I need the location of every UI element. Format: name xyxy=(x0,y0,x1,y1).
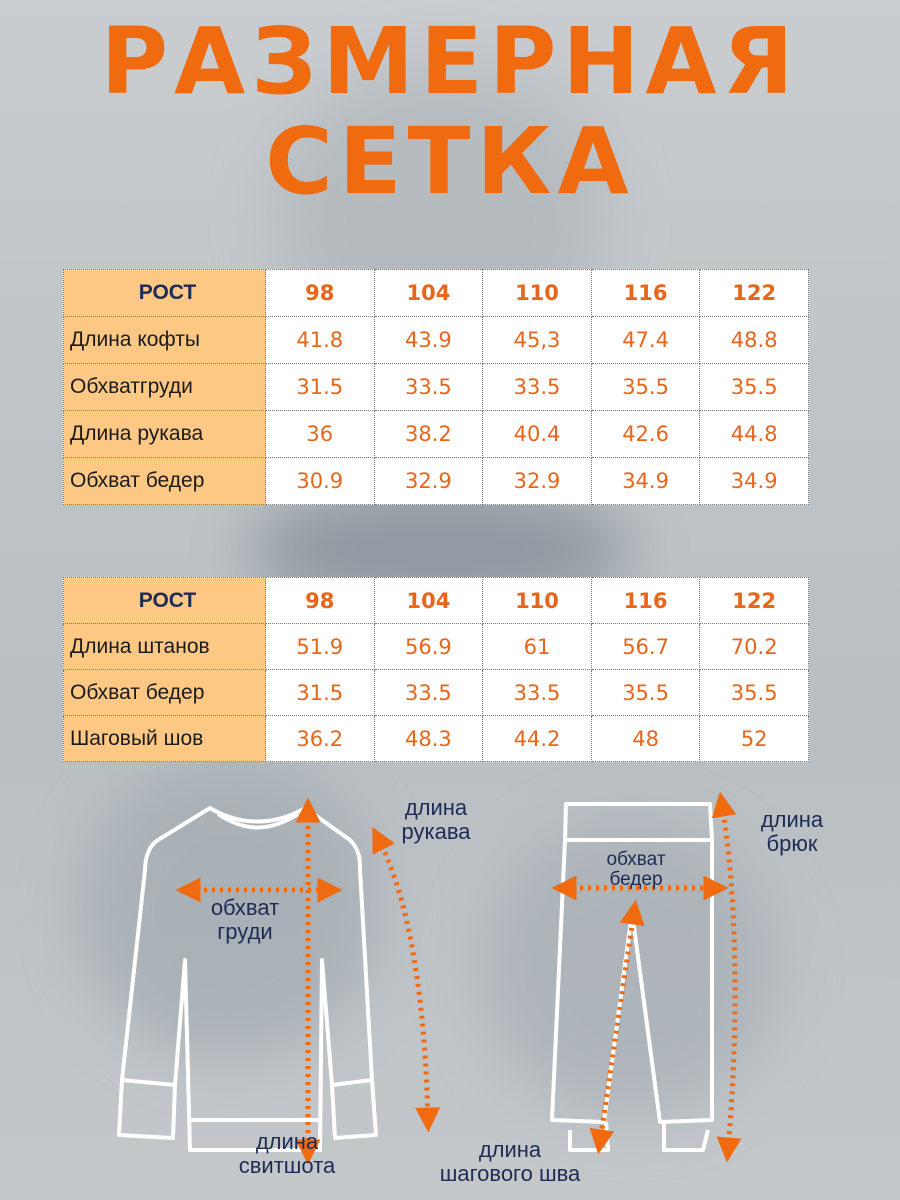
table-cell: 33.5 xyxy=(483,364,592,411)
table-cell: 35.5 xyxy=(591,364,700,411)
label-line: бедер xyxy=(609,869,663,890)
table-row xyxy=(64,364,809,411)
label-line: длина xyxy=(760,807,824,832)
table-cell: 38.2 xyxy=(374,411,483,458)
label-line: обхват xyxy=(210,895,280,920)
table-cell: 33.5 xyxy=(483,670,592,716)
label-line: шагового шва xyxy=(439,1161,581,1186)
label-line: обхват xyxy=(606,849,666,870)
row-label: Длина рукава xyxy=(64,411,266,458)
label-line: длина xyxy=(478,1137,542,1162)
size-header: 104 xyxy=(374,578,483,624)
table-cell: 32.9 xyxy=(374,458,483,505)
table-cell: 61 xyxy=(483,624,592,670)
table-cell: 56.9 xyxy=(374,624,483,670)
table-row xyxy=(64,670,809,716)
size-header: 98 xyxy=(266,270,375,317)
inseam-label xyxy=(420,1138,600,1186)
label-line: длина xyxy=(404,795,468,820)
table-cell: 56.7 xyxy=(591,624,700,670)
table-cell: 30.9 xyxy=(266,458,375,505)
table-cell: 33.5 xyxy=(374,364,483,411)
chest-label xyxy=(195,896,295,944)
table-cell: 48.8 xyxy=(700,317,809,364)
label-line: брюк xyxy=(766,831,818,856)
size-table-top xyxy=(63,269,809,505)
header-label: РОСТ xyxy=(64,578,266,624)
table-cell: 34.9 xyxy=(591,458,700,505)
table-row xyxy=(64,716,809,762)
row-label: Обхват бедер xyxy=(64,670,266,716)
size-header: 110 xyxy=(483,578,592,624)
sweatshirt-outline xyxy=(119,808,376,1150)
table-cell: 70.2 xyxy=(700,624,809,670)
table-row xyxy=(64,458,809,505)
table-row xyxy=(64,624,809,670)
size-header: 116 xyxy=(591,270,700,317)
table-cell: 44.2 xyxy=(483,716,592,762)
size-header: 116 xyxy=(591,578,700,624)
table-cell: 35.5 xyxy=(591,670,700,716)
row-label: Длина кофты xyxy=(64,317,266,364)
size-header: 110 xyxy=(483,270,592,317)
size-header: 98 xyxy=(266,578,375,624)
table-cell: 31.5 xyxy=(266,670,375,716)
row-label: Шаговый шов xyxy=(64,716,266,762)
label-line: длина xyxy=(255,1129,319,1154)
table-header-row xyxy=(64,578,809,624)
table-header-row xyxy=(64,270,809,317)
table-cell: 47.4 xyxy=(591,317,700,364)
size-header: 122 xyxy=(700,270,809,317)
table-cell: 35.5 xyxy=(700,364,809,411)
label-line: груди xyxy=(217,919,273,944)
header-label: РОСТ xyxy=(64,270,266,317)
table-cell: 32.9 xyxy=(483,458,592,505)
sweatshirt-length-label xyxy=(222,1130,352,1178)
table-cell: 44.8 xyxy=(700,411,809,458)
table-cell: 42.6 xyxy=(591,411,700,458)
table-cell: 31.5 xyxy=(266,364,375,411)
page-title-line2: СЕТКА xyxy=(265,108,635,215)
label-line: рукава xyxy=(401,819,471,844)
label-line: свитшота xyxy=(238,1153,336,1178)
table-cell: 40.4 xyxy=(483,411,592,458)
row-label: Обхват бедер xyxy=(64,458,266,505)
sleeve-length-label xyxy=(386,796,486,844)
row-label: Обхватгруди xyxy=(64,364,266,411)
table-cell: 35.5 xyxy=(700,670,809,716)
table-cell: 34.9 xyxy=(700,458,809,505)
table-cell: 48 xyxy=(591,716,700,762)
sleeve-length-arrow xyxy=(378,838,428,1120)
hips-label xyxy=(586,850,686,890)
row-label: Длина штанов xyxy=(64,624,266,670)
table-cell: 33.5 xyxy=(374,670,483,716)
table-row xyxy=(64,411,809,458)
table-cell: 41.8 xyxy=(266,317,375,364)
page-title-line1: РАЗМЕРНАЯ xyxy=(100,8,800,115)
table-cell: 43.9 xyxy=(374,317,483,364)
table-cell: 36.2 xyxy=(266,716,375,762)
size-header: 122 xyxy=(700,578,809,624)
table-row xyxy=(64,317,809,364)
size-table-bottom xyxy=(63,577,809,762)
size-header: 104 xyxy=(374,270,483,317)
table-cell: 51.9 xyxy=(266,624,375,670)
table-cell: 36 xyxy=(266,411,375,458)
pants-length-label xyxy=(742,808,842,856)
table-cell: 45,3 xyxy=(483,317,592,364)
pants-length-arrow xyxy=(722,804,735,1150)
table-cell: 48.3 xyxy=(374,716,483,762)
table-cell: 52 xyxy=(700,716,809,762)
